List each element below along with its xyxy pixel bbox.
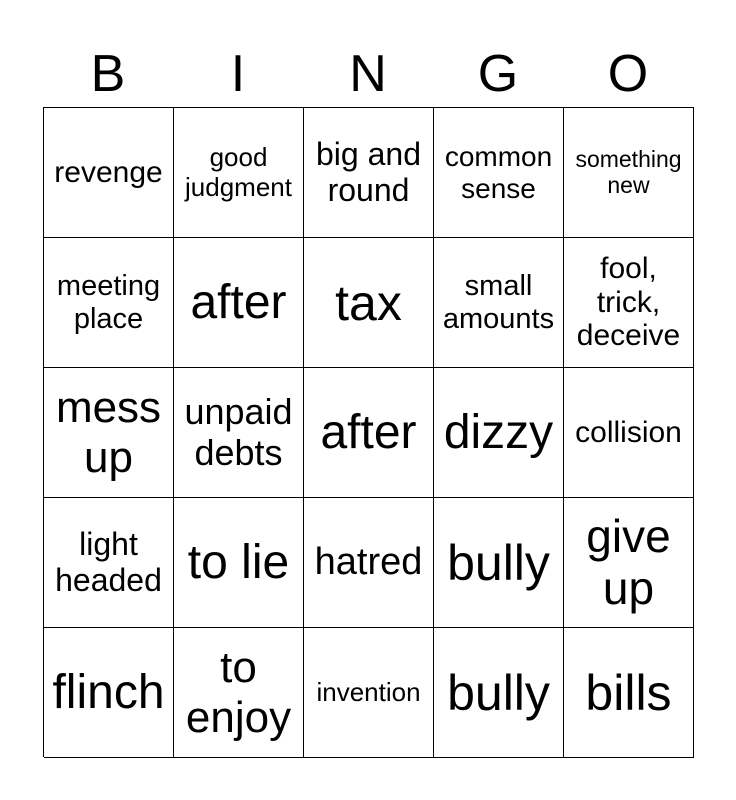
cell-text: good judgment — [185, 142, 292, 202]
bingo-cell[interactable] — [304, 368, 434, 498]
cell-text: collision — [575, 415, 682, 449]
cell-text: bills — [585, 664, 672, 721]
cell-text: tax — [335, 274, 402, 331]
bingo-cell[interactable] — [174, 368, 304, 498]
bingo-cell[interactable] — [44, 108, 174, 238]
cell-text: meeting place — [56, 270, 161, 335]
header-letter-b: B — [90, 45, 126, 103]
header-letter-o: O — [607, 45, 649, 103]
cell-text: fool, trick, deceive — [576, 252, 681, 353]
bingo-cell[interactable] — [304, 238, 434, 368]
bingo-header — [43, 42, 693, 106]
header-letter-g: G — [477, 45, 519, 103]
bingo-cell[interactable] — [434, 498, 564, 628]
bingo-cell[interactable] — [434, 108, 564, 238]
bingo-cell[interactable] — [564, 368, 694, 498]
cell-text: small amounts — [442, 270, 555, 335]
header-letter-i: I — [230, 45, 246, 103]
cell-text: unpaid debts — [184, 391, 293, 473]
cell-text: big and round — [316, 135, 421, 208]
cell-text: dizzy — [443, 405, 554, 459]
cell-text: invention — [316, 676, 421, 707]
bingo-cell[interactable] — [564, 238, 694, 368]
cell-text: hatred — [314, 541, 423, 584]
cell-text: revenge — [54, 155, 163, 189]
cell-text: give up — [586, 509, 671, 614]
bingo-cell[interactable] — [44, 238, 174, 368]
cell-text: bully — [447, 664, 550, 721]
cell-text: after — [190, 275, 287, 329]
bingo-cell[interactable] — [304, 628, 434, 758]
bingo-cell[interactable] — [44, 368, 174, 498]
bingo-cell[interactable] — [174, 628, 304, 758]
cell-text: flinch — [52, 665, 165, 719]
bingo-cell[interactable] — [174, 498, 304, 628]
cell-text: after — [320, 405, 417, 459]
bingo-cell[interactable] — [564, 108, 694, 238]
cell-text: bully — [447, 534, 550, 591]
bingo-cell[interactable] — [434, 368, 564, 498]
bingo-board — [43, 107, 694, 757]
cell-text: to lie — [187, 535, 290, 589]
bingo-cell[interactable] — [44, 498, 174, 628]
cell-text: common sense — [444, 141, 553, 204]
bingo-cell[interactable] — [174, 238, 304, 368]
header-letter-n: N — [349, 45, 387, 103]
bingo-cell[interactable] — [564, 628, 694, 758]
cell-text: light headed — [55, 525, 162, 598]
cell-text: something new — [575, 145, 682, 198]
cell-text: mess up — [55, 383, 162, 482]
bingo-cell[interactable] — [304, 498, 434, 628]
bingo-cell[interactable] — [434, 238, 564, 368]
cell-text: to enjoy — [185, 643, 292, 742]
bingo-cell[interactable] — [304, 108, 434, 238]
bingo-cell[interactable] — [564, 498, 694, 628]
bingo-cell[interactable] — [174, 108, 304, 238]
bingo-cell[interactable] — [44, 628, 174, 758]
bingo-cell[interactable] — [434, 628, 564, 758]
